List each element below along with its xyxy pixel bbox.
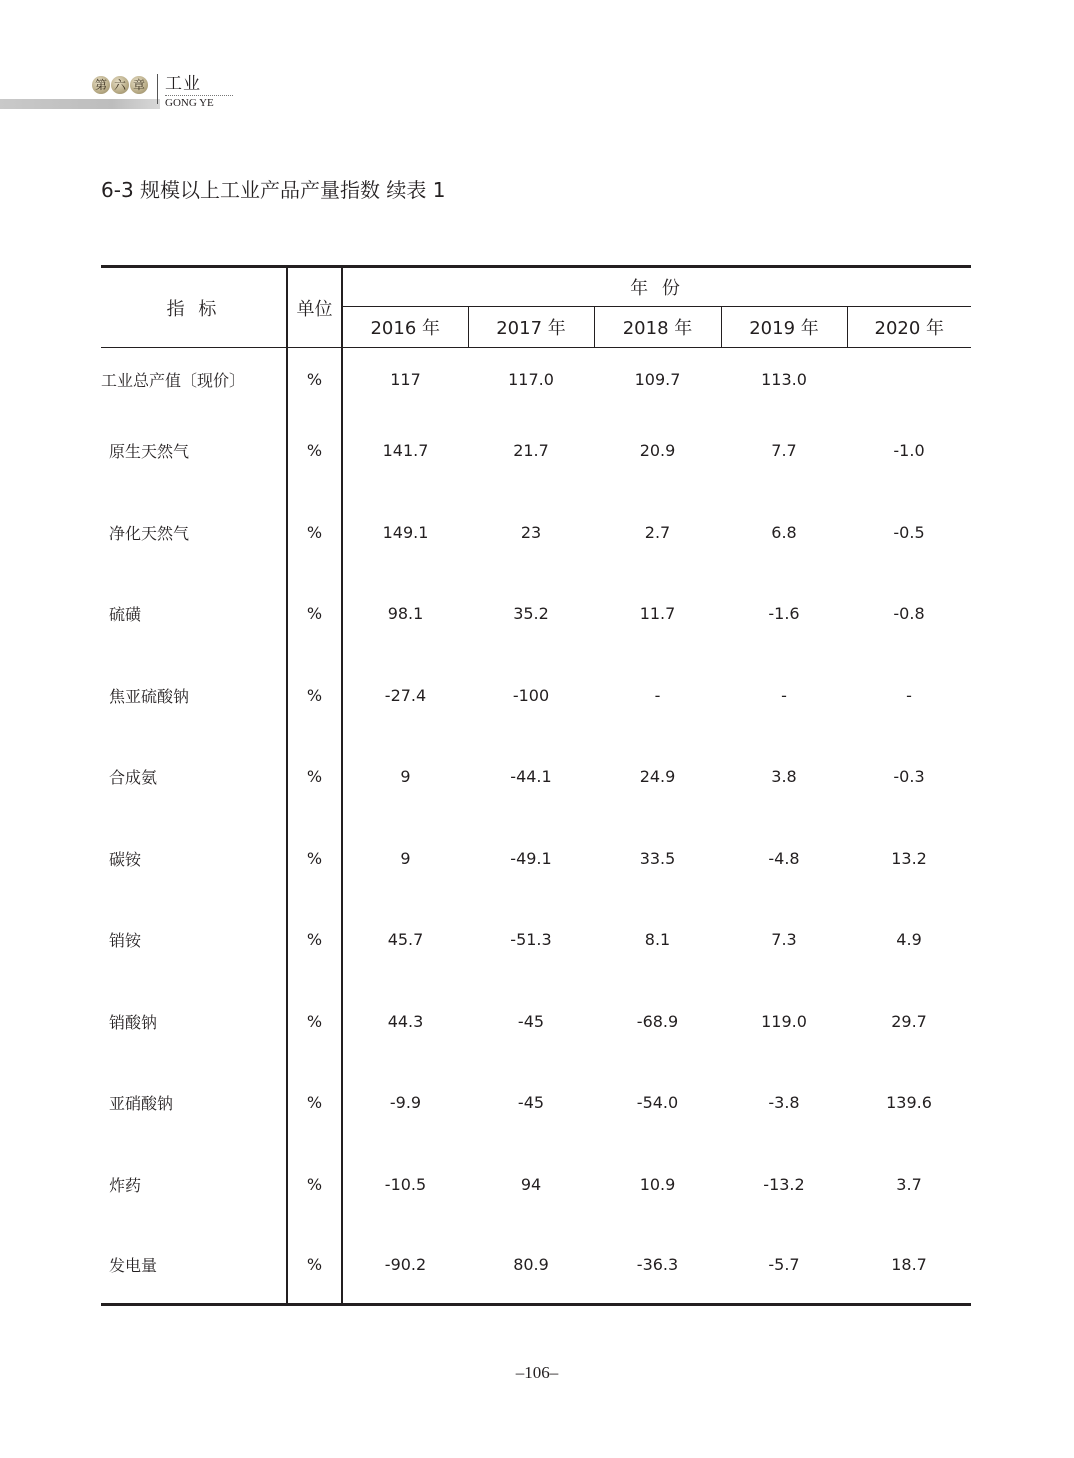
cell-value: 7.7 bbox=[771, 441, 797, 461]
row-indicator: 工业总产值〔现价〕 bbox=[101, 348, 287, 411]
cell-value: 117 bbox=[390, 369, 421, 389]
row-unit: % bbox=[287, 1062, 342, 1144]
table-row bbox=[101, 492, 971, 574]
cell-value: -51.3 bbox=[510, 930, 552, 950]
header-bar bbox=[0, 99, 160, 109]
table-row bbox=[101, 736, 971, 818]
row-indicator: 炸药 bbox=[101, 1144, 287, 1226]
row-unit: % bbox=[287, 410, 342, 492]
table-row bbox=[101, 410, 971, 492]
cell-value: - bbox=[654, 685, 661, 705]
cell-value: -45 bbox=[517, 1093, 545, 1113]
table-row bbox=[101, 348, 971, 411]
row-unit: % bbox=[287, 736, 342, 818]
cell-value: 45.7 bbox=[387, 930, 424, 950]
cell-value: 33.5 bbox=[639, 848, 676, 868]
table-row bbox=[101, 981, 971, 1063]
table-title: 6-3 规模以上工业产品产量指数 续表 1 bbox=[101, 178, 446, 202]
row-indicator: 发电量 bbox=[101, 1225, 287, 1305]
table-row bbox=[101, 1225, 971, 1305]
chapter-seal bbox=[92, 76, 148, 94]
table-row bbox=[101, 573, 971, 655]
cell-value: -90.2 bbox=[342, 1225, 468, 1305]
page-number: –106– bbox=[515, 1363, 559, 1382]
table-row bbox=[101, 1144, 971, 1226]
row-indicator: 亚硝酸钠 bbox=[101, 1062, 287, 1144]
column-header-years-group: 年 份 bbox=[342, 267, 971, 307]
row-indicator: 碳铵 bbox=[101, 818, 287, 900]
cell-value: 117.0 bbox=[508, 369, 554, 389]
cell-value: - bbox=[906, 685, 912, 705]
cell-value: 113.0 bbox=[761, 369, 807, 389]
cell-value: 8.1 bbox=[644, 930, 671, 950]
chapter-char: 章 bbox=[130, 76, 148, 94]
row-indicator: 销铵 bbox=[101, 899, 287, 981]
column-header-year: 2017 年 bbox=[468, 307, 594, 348]
row-indicator: 原生天然气 bbox=[101, 410, 287, 492]
cell-value: 29.7 bbox=[891, 1011, 927, 1031]
chapter-char: 六 bbox=[111, 76, 129, 94]
cell-value: 4.9 bbox=[896, 930, 922, 950]
cell-value: -10.5 bbox=[384, 1174, 427, 1194]
cell-value: - bbox=[781, 685, 787, 705]
table-row bbox=[101, 655, 971, 737]
cell-value: 2.7 bbox=[644, 522, 671, 542]
row-unit: % bbox=[287, 348, 342, 411]
cell-value: -0.5 bbox=[893, 522, 925, 542]
cell-value: 119.0 bbox=[761, 1011, 807, 1031]
cell-value: -0.3 bbox=[893, 767, 925, 787]
cell-value: 23 bbox=[520, 522, 542, 542]
row-unit: % bbox=[287, 1144, 342, 1226]
cell-value: 109.7 bbox=[634, 369, 681, 389]
cell-value: -54.0 bbox=[636, 1093, 679, 1113]
cell-value: 9 bbox=[400, 848, 411, 868]
cell-value: -27.4 bbox=[384, 685, 427, 705]
cell-value bbox=[847, 348, 971, 411]
cell-value: -100 bbox=[512, 685, 550, 705]
cell-value: 24.9 bbox=[639, 767, 676, 787]
cell-value: 98.1 bbox=[387, 604, 424, 624]
cell-value: -44.1 bbox=[510, 767, 552, 787]
row-indicator: 销酸钠 bbox=[101, 981, 287, 1063]
cell-value: 6.8 bbox=[771, 522, 797, 542]
section-title-cn: 工业 bbox=[165, 74, 201, 94]
section-title-en: GONG YE bbox=[165, 97, 214, 109]
cell-value: 7.3 bbox=[771, 930, 797, 950]
column-header-unit: 单位 bbox=[287, 267, 342, 348]
cell-value: 44.3 bbox=[387, 1011, 424, 1031]
cell-value: -3.8 bbox=[768, 1093, 800, 1113]
cell-value: -5.7 bbox=[721, 1225, 847, 1305]
chapter-char: 第 bbox=[92, 76, 110, 94]
column-header-year: 2020 年 bbox=[847, 307, 971, 348]
row-unit: % bbox=[287, 573, 342, 655]
running-header bbox=[0, 72, 240, 112]
cell-value: 21.7 bbox=[513, 441, 549, 461]
row-unit: % bbox=[287, 981, 342, 1063]
cell-value: 10.9 bbox=[639, 1174, 676, 1194]
cell-value: 13.2 bbox=[891, 848, 927, 868]
cell-value: 18.7 bbox=[847, 1225, 971, 1305]
column-header-year: 2016 年 bbox=[342, 307, 468, 348]
cell-value: 149.1 bbox=[382, 522, 429, 542]
cell-value: 141.7 bbox=[382, 441, 429, 461]
cell-value: 139.6 bbox=[886, 1093, 932, 1113]
cell-value: 35.2 bbox=[513, 604, 549, 624]
cell-value: -49.1 bbox=[510, 848, 552, 868]
row-indicator: 合成氨 bbox=[101, 736, 287, 818]
row-unit: % bbox=[287, 655, 342, 737]
header-divider bbox=[157, 74, 158, 104]
row-unit: % bbox=[287, 818, 342, 900]
column-header-year: 2018 年 bbox=[594, 307, 721, 348]
cell-value: -36.3 bbox=[594, 1225, 721, 1305]
data-table bbox=[101, 265, 971, 1306]
cell-value: -1.6 bbox=[768, 604, 800, 624]
cell-value: -9.9 bbox=[389, 1093, 422, 1113]
cell-value: 80.9 bbox=[468, 1225, 594, 1305]
row-indicator: 硫磺 bbox=[101, 573, 287, 655]
cell-value: -68.9 bbox=[636, 1011, 679, 1031]
row-unit: % bbox=[287, 899, 342, 981]
table-row bbox=[101, 1062, 971, 1144]
row-unit: % bbox=[287, 492, 342, 574]
cell-value: 94 bbox=[520, 1174, 542, 1194]
cell-value: 3.7 bbox=[896, 1174, 922, 1194]
header-row bbox=[101, 267, 971, 307]
table-row bbox=[101, 899, 971, 981]
column-header-indicator: 指 标 bbox=[101, 267, 287, 348]
row-unit: % bbox=[287, 1225, 342, 1305]
row-indicator: 净化天然气 bbox=[101, 492, 287, 574]
cell-value: -45 bbox=[517, 1011, 545, 1031]
cell-value: -13.2 bbox=[763, 1174, 805, 1194]
cell-value: 20.9 bbox=[639, 441, 676, 461]
cell-value: 9 bbox=[400, 767, 411, 787]
cell-value: 3.8 bbox=[771, 767, 797, 787]
table-row bbox=[101, 818, 971, 900]
column-header-year: 2019 年 bbox=[721, 307, 847, 348]
cell-value: 11.7 bbox=[639, 604, 676, 624]
cell-value: -1.0 bbox=[893, 441, 925, 461]
cell-value: -4.8 bbox=[768, 848, 800, 868]
row-indicator: 焦亚硫酸钠 bbox=[101, 655, 287, 737]
cell-value: -0.8 bbox=[893, 604, 925, 624]
